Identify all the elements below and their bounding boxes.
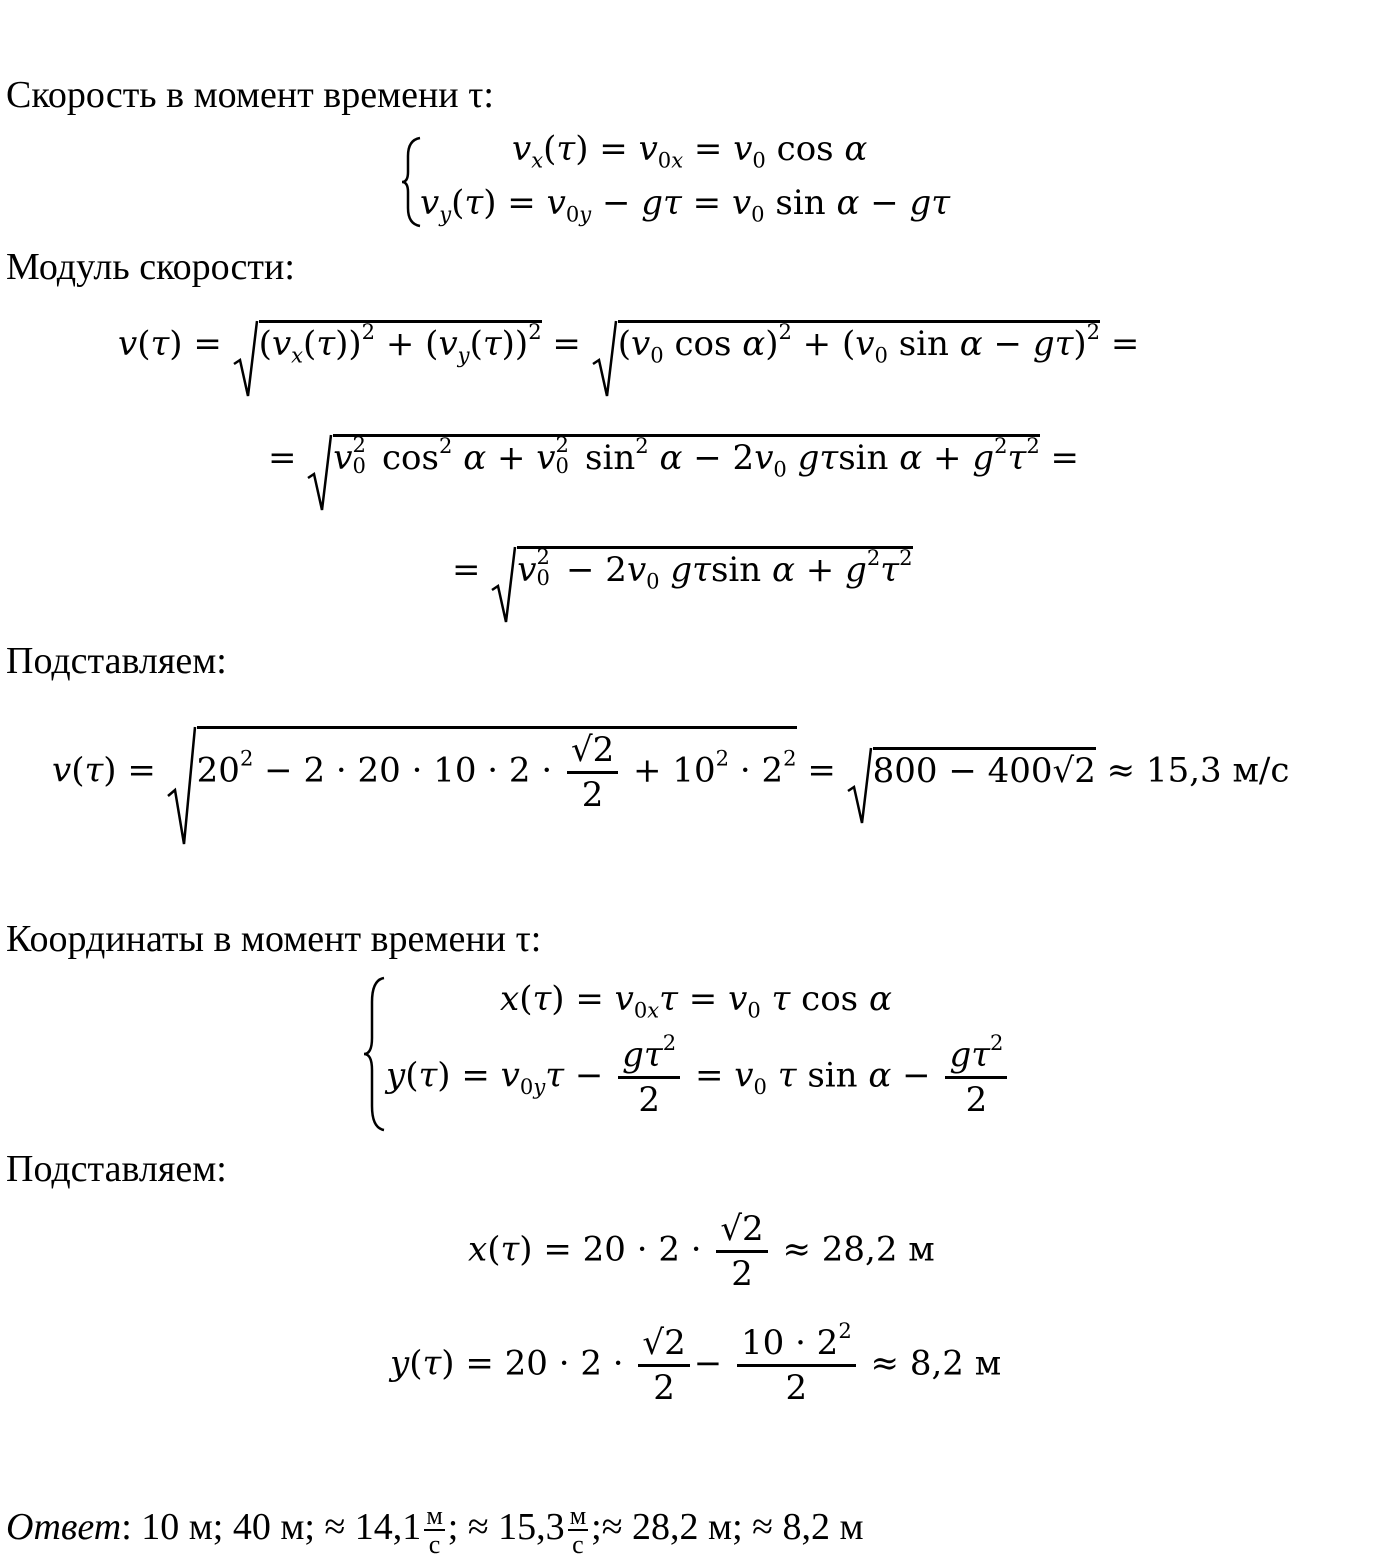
x-equation: $x(\tau) = v_{0x}\tau = v_0$ τ cos α — [500, 979, 892, 1023]
speed-modulus-line-1: v(τ) = $(v_x(\tau))^2 + (v_y(\tau))^2$ = ($v_0$ $\cos \alpha)^2 + (v_0$ sin α − gτ)$^2$ = — [118, 320, 1139, 361]
answer-values-1: : 10 м; 40 м; ≈ 14,1 — [121, 1506, 422, 1549]
x-numeric: x(τ) = 20 · 2 · $\frac{√2}{2}$ ≈ 28,2 м — [468, 1209, 935, 1294]
modulus-heading: Модуль скорости: — [6, 246, 295, 288]
substitute-heading-2: Подставляем: — [6, 1148, 227, 1190]
y-numeric: y(τ) = 20 · 2 · $\frac{√2}{2}$ − $\frac{10 \cdot 2^2}{2}$ ≈ 8,2 м — [390, 1318, 1002, 1408]
speed-modulus-line-3: = v 2 0 − $2v_0$ gτsin $\alpha + g^2\tau^2$ — [452, 546, 913, 589]
substitute-heading-1: Подставляем: — [6, 640, 227, 682]
speed-heading: Скорость в момент времени τ: — [6, 74, 494, 116]
left-brace-icon — [400, 136, 422, 228]
vx-equation: $v_x(\tau) = v_{0x} = v_0$ cos α — [512, 129, 868, 173]
speed-modulus-line-2: = v 2 0 $\cos^2 \alpha + v$ 2 0 $\sin^2 \alpha - 2v_0$ gτsin $\alpha + g^2\tau^2$ = — [268, 434, 1079, 477]
speed-numeric: v(τ) = $20^2 - 2 \cdot 20 \cdot 10 \cdot 2$ · $\frac{√2}{2}$ + $10^2 \cdot 2^2$ = 800 − 400√2 ≈ 15,3 м/с — [52, 726, 1289, 812]
y-equation: $y(\tau) = v_{0y}\tau$ − $\frac{g\tau^2}{2}$ = $v_0$ τ sin α − $\frac{g\tau^2}{2}$ — [386, 1038, 1011, 1117]
unit-fraction: $\frac{м}{с}$ — [569, 1501, 587, 1559]
answer-label: Ответ — [6, 1506, 122, 1549]
left-brace-icon — [362, 976, 386, 1132]
coords-heading: Координаты в момент времени τ: — [6, 918, 542, 960]
vy-equation: $v_y(\tau) = v_{0y} - g\tau = v_0$ sin α − gτ — [420, 183, 951, 227]
unit-fraction: $\frac{м}{с}$ — [426, 1501, 443, 1559]
answer-values-3: ;≈ 28,2 м; ≈ 8,2 м — [591, 1506, 864, 1549]
answer-line — [6, 1502, 864, 1559]
answer-values-2: ; ≈ 15,3 — [447, 1506, 565, 1549]
